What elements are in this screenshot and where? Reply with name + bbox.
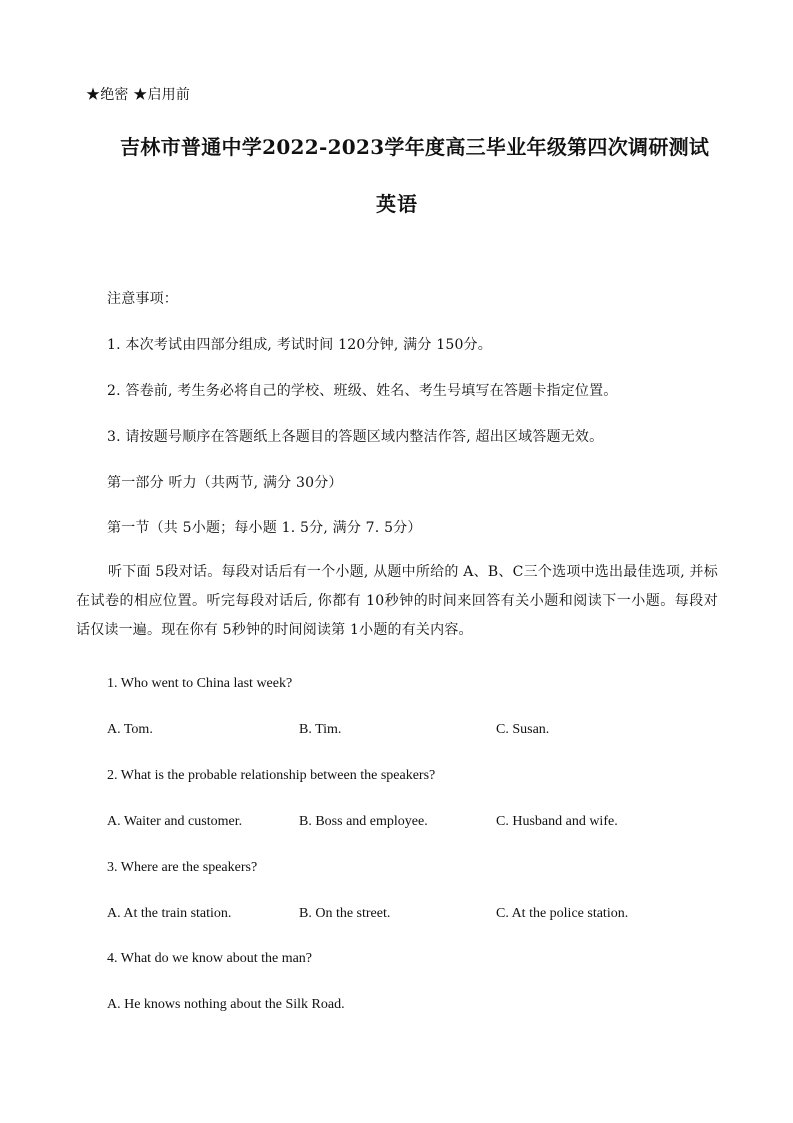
subject-title: 英语 — [376, 192, 418, 216]
section-title: 第一节（共 5小题；每小题 1. 5分, 满分 7. 5分） — [107, 520, 422, 536]
notes-heading: 注意事项： — [107, 291, 178, 307]
q1-option-a: A. Tom. — [107, 722, 153, 737]
q1-option-c: C. Susan. — [496, 722, 550, 737]
q2-option-b: B. Boss and employee. — [299, 814, 428, 829]
q2-option-a: A. Waiter and customer. — [107, 814, 243, 829]
q4-option-a: A. He knows nothing about the Silk Road. — [107, 997, 345, 1012]
note-item-1: 1. 本次考试由四部分组成, 考试时间 120分钟, 满分 150分。 — [107, 337, 492, 353]
question-2: 2. What is the probable relationship between the speakers? — [107, 768, 436, 783]
note-item-3: 3. 请按题号顺序在答题纸上各题目的答题区域内整洁作答, 超出区域答题无效。 — [107, 429, 604, 445]
note-item-2: 2. 答卷前, 考生务必将自己的学校、班级、姓名、考生号填写在答题卡指定位置。 — [107, 383, 618, 399]
q3-option-b: B. On the street. — [299, 906, 391, 921]
exam-title: 吉林市普通中学2022-2023学年度高三毕业年级第四次调研测试 — [120, 135, 710, 159]
q3-option-c: C. At the police station. — [496, 906, 629, 921]
listening-instructions: 听下面 5段对话。每段对话后有一个小题, 从题中所给的 A、B、C三个选项中选出最佳选项, 并标在试卷的相应位置。听完每段对话后, 你都有 10秒钟的时间来回答有关小题和阅读下一小题。每段对话仅读一遍。现在你有 5秒钟的时间阅读第 1小题的有关内容。 — [76, 564, 718, 638]
q3-option-a: A. At the train station. — [107, 906, 232, 921]
q2-option-c: C. Husband and wife. — [496, 814, 618, 829]
question-1: 1. Who went to China last week? — [107, 676, 293, 691]
confidential-mark: ★绝密 ★启用前 — [86, 87, 191, 103]
question-4: 4. What do we know about the man? — [107, 951, 313, 966]
question-3: 3. Where are the speakers? — [107, 860, 258, 875]
q1-option-b: B. Tim. — [299, 722, 342, 737]
part-title: 第一部分 听力（共两节, 满分 30分） — [107, 475, 343, 491]
